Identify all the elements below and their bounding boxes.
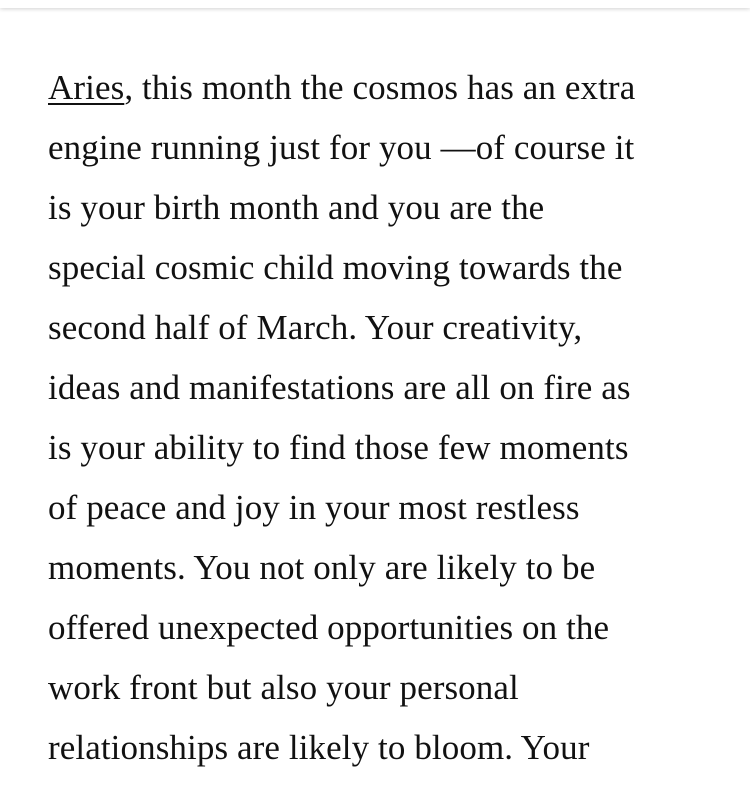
article-line-4: special cosmic child moving towards the	[48, 248, 623, 287]
aries-link[interactable]: Aries	[48, 68, 125, 107]
article-line-1	[48, 58, 728, 118]
article-line-6: ideas and manifestations are all on fire as	[48, 368, 631, 407]
article-line-3: is your birth month and you are the	[48, 188, 545, 227]
article-line-12: relationships are likely to bloom. Your	[48, 728, 590, 767]
horoscope-article	[48, 58, 728, 778]
article-line-1-text: , this month the cosmos has an extra	[124, 68, 636, 107]
article-line-10: offered unexpected opportunities on the	[48, 608, 610, 647]
article-line-11: work front but also your personal	[48, 668, 519, 707]
article-line-7: is your ability to find those few moments	[48, 428, 629, 467]
article-line-8: of peace and joy in your most restless	[48, 488, 580, 527]
article-line-2: engine running just for you —of course it	[48, 128, 635, 167]
article-line-9: moments. You not only are likely to be	[48, 548, 596, 587]
top-bar	[0, 0, 750, 8]
article-line-5: second half of March. Your creativity,	[48, 308, 583, 347]
